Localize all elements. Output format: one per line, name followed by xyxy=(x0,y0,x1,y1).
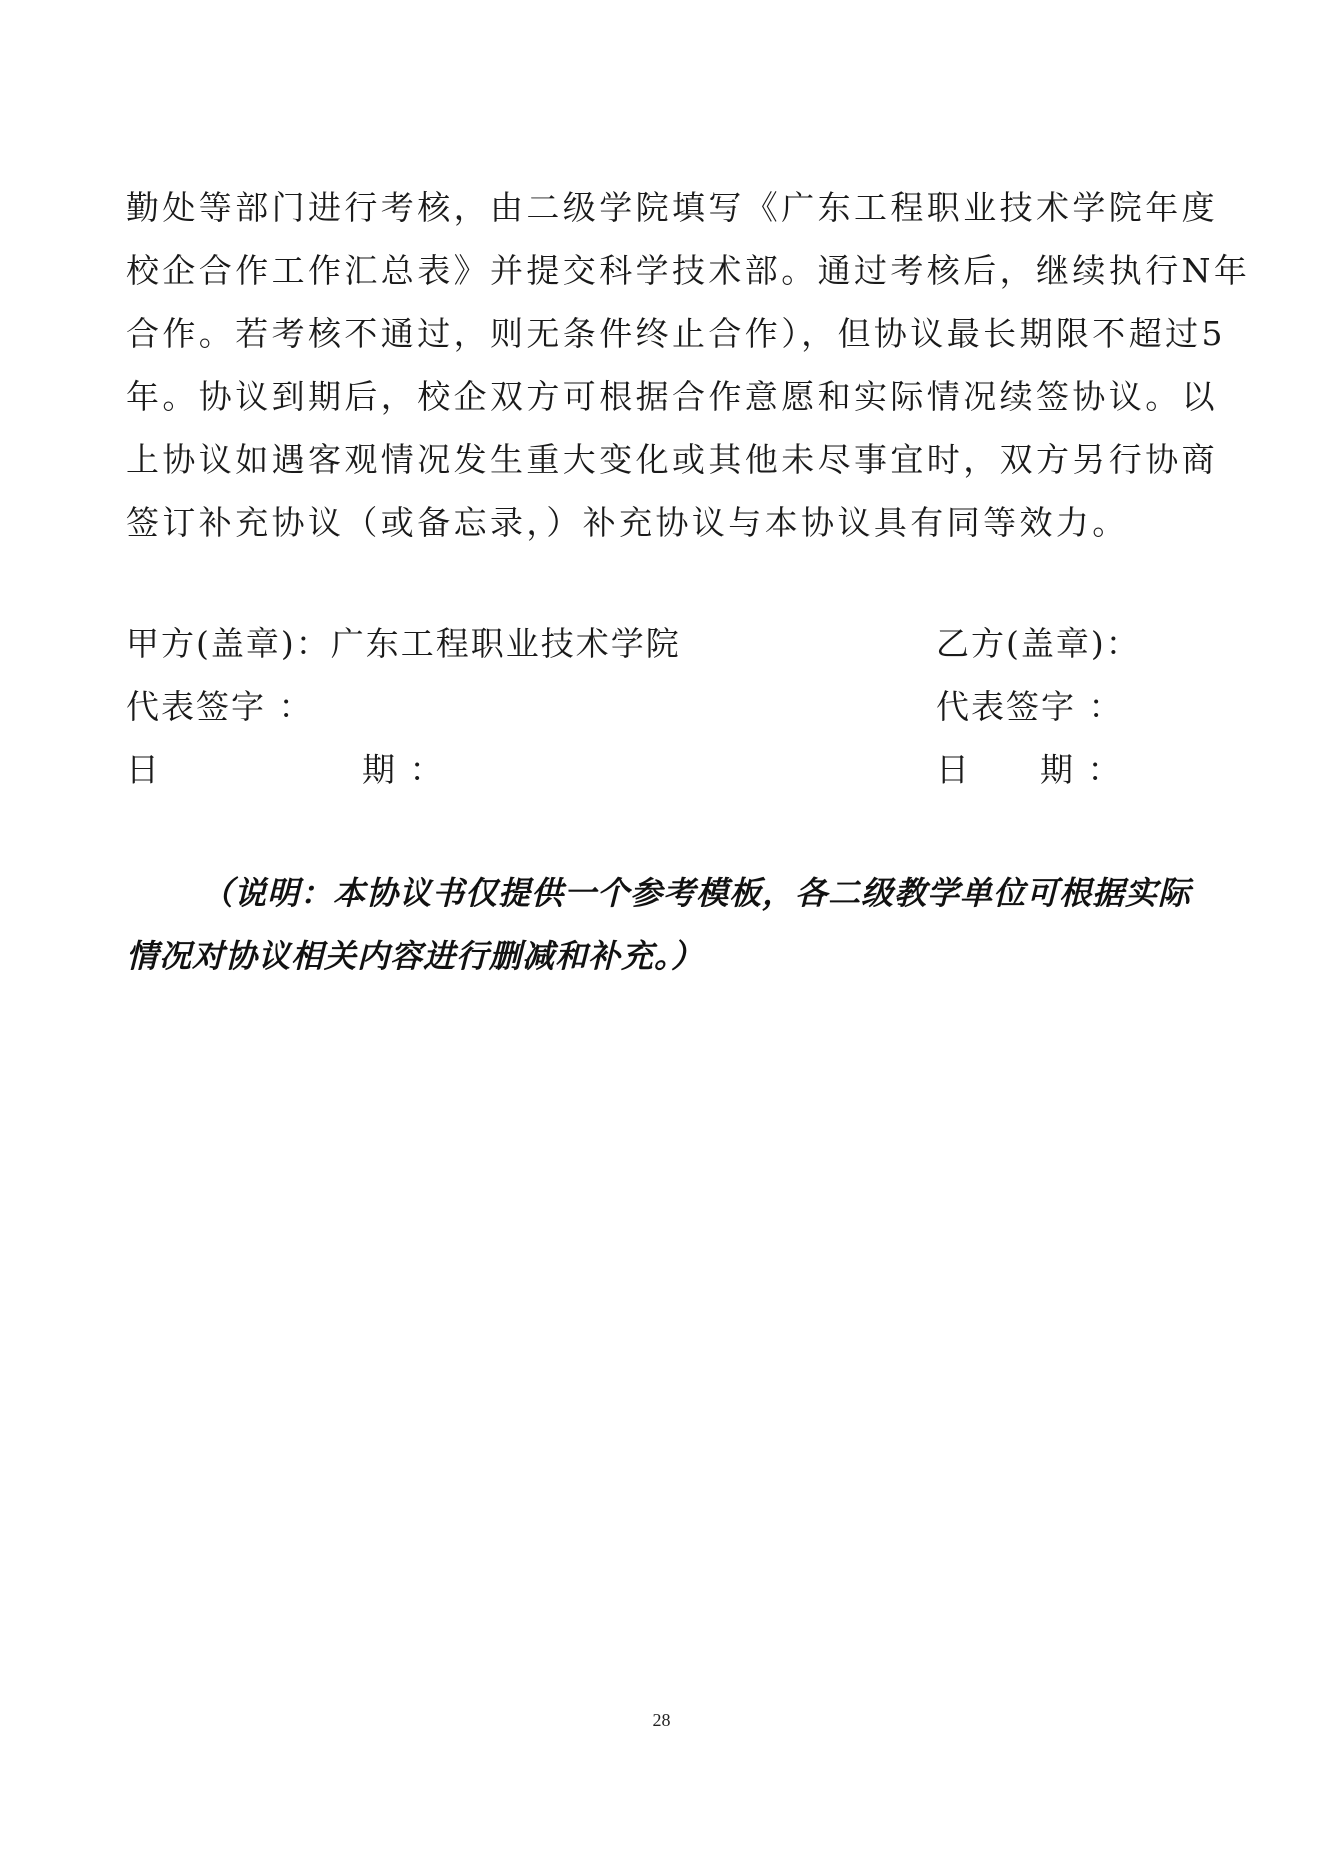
body-line: 校企合作工作汇总表》并提交科学技术部。通过考核后，继续执行N年 xyxy=(126,251,1251,290)
note-line: 情况对协议相关内容进行删减和补充。） xyxy=(126,937,705,975)
body-line: 勤处等部门进行考核，由二级学院填写《广东工程职业技术学院年度 xyxy=(126,188,1218,227)
party-b-seal-label: 乙方(盖章)： xyxy=(936,624,1141,663)
body-line: 合作。若考核不通过，则无条件终止合作），但协议最长期限不超过5 xyxy=(126,314,1226,353)
template-note xyxy=(126,862,1216,988)
representative-row xyxy=(126,675,1206,738)
page-number: 28 xyxy=(652,1710,671,1730)
party-a-representative-label: 代表签字 ： xyxy=(126,687,314,726)
party-b-representative-label: 代表签字 ： xyxy=(936,687,1124,726)
party-b-date-char1: 日 xyxy=(936,750,971,789)
body-line: 签订补充协议（或备忘录，）补充协议与本协议具有同等效力。 xyxy=(126,503,1129,542)
party-a-seal-label: 甲方(盖章)：广东工程职业技术学院 xyxy=(126,624,681,663)
party-b-date-char2: 期 ： xyxy=(1040,750,1123,789)
seal-row xyxy=(126,612,1206,675)
note-line: （说明：本协议书仅提供一个参考模板，各二级教学单位可根据实际 xyxy=(201,874,1192,912)
signature-block xyxy=(126,612,1206,801)
body-line: 年。协议到期后，校企双方可根据合作意愿和实际情况续签协议。以 xyxy=(126,377,1218,416)
agreement-body-paragraph xyxy=(126,176,1251,554)
body-line: 上协议如遇客观情况发生重大变化或其他未尽事宜时，双方另行协商 xyxy=(126,440,1218,479)
date-row xyxy=(126,738,1206,801)
party-a-date-char2: 期 ： xyxy=(362,750,445,789)
party-a-date-char1: 日 xyxy=(126,750,161,789)
